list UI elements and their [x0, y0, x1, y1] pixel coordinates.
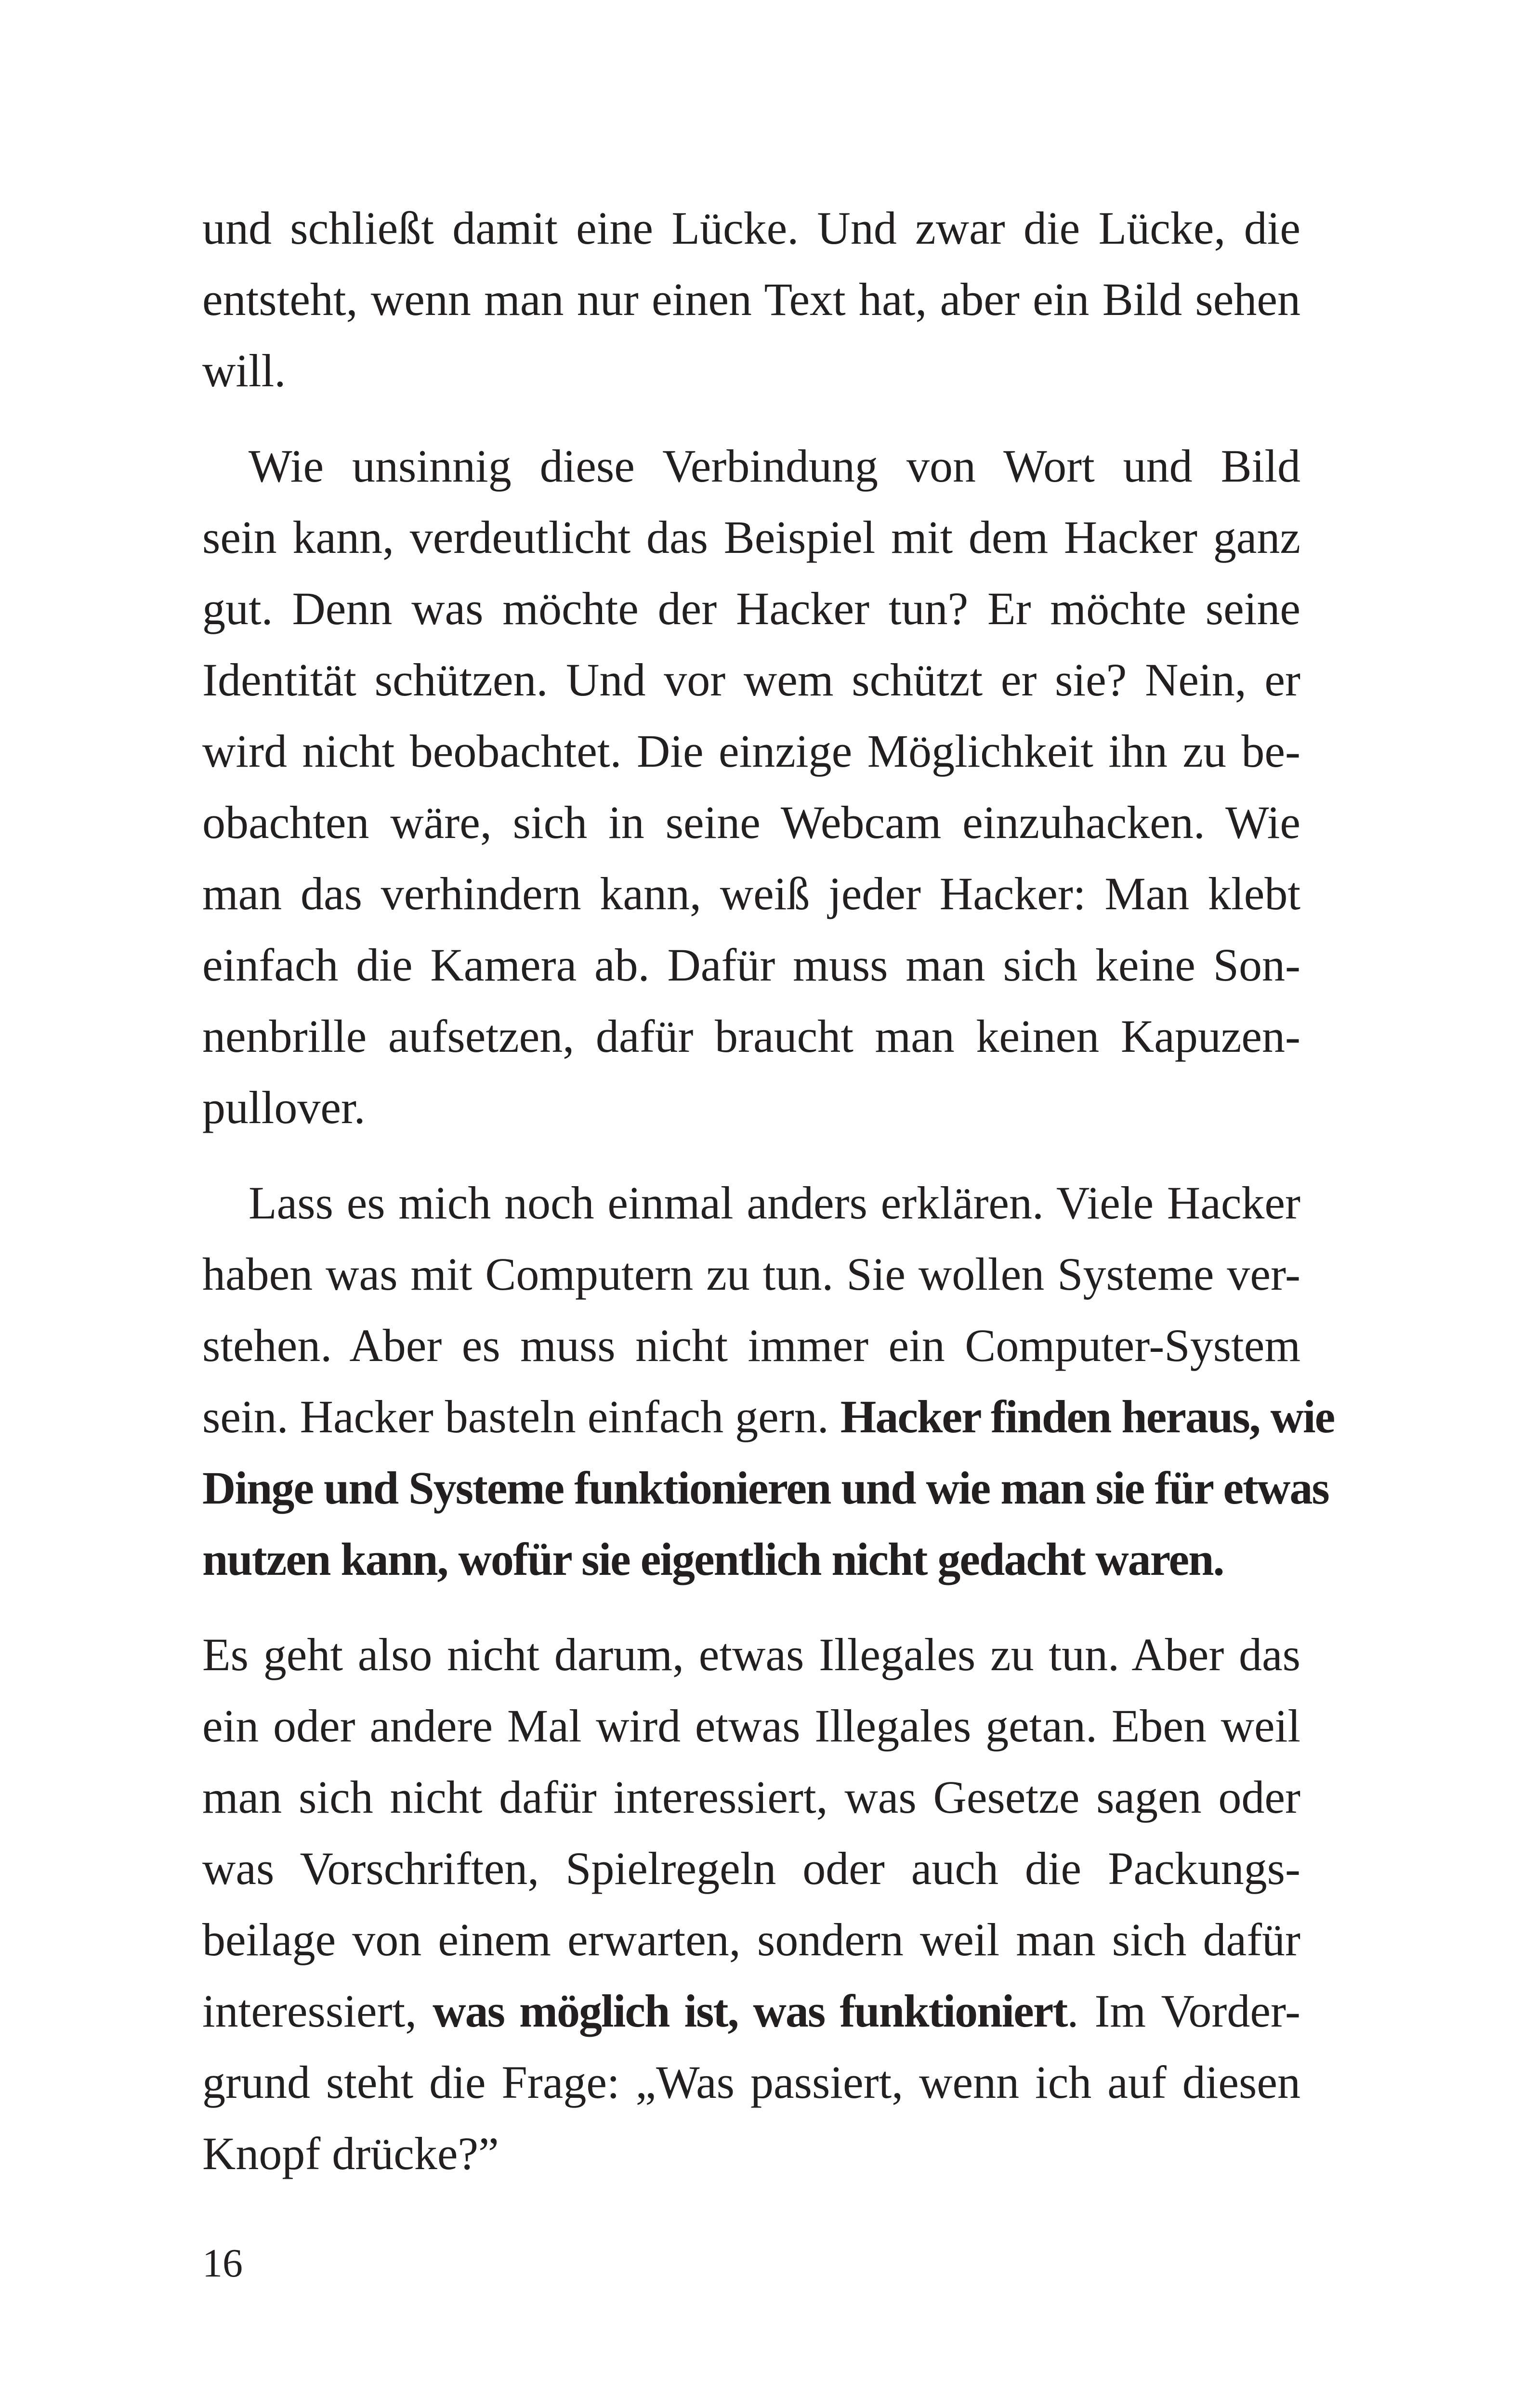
- text-line: [202, 573, 1300, 644]
- text-run: man sich nicht dafür interessiert, was Gesetze sagen oder: [202, 1771, 1300, 1823]
- text-run: Wie unsinnig diese Verbindung von Wort und Bild: [249, 440, 1300, 492]
- text-line: [202, 1904, 1300, 1976]
- text-run: . Im Vorder-: [1067, 1985, 1300, 2037]
- text-line: [202, 716, 1300, 787]
- text-line: [202, 2118, 1300, 2189]
- bold-text: Dinge und Systeme funktionieren und wie man sie für etwas: [202, 1462, 1329, 1514]
- text-run: man das verhindern kann, weiß jeder Hacker: Man klebt: [202, 868, 1300, 919]
- paragraph-1: [202, 193, 1300, 406]
- text-line: [202, 264, 1300, 335]
- text-run: gut. Denn was möchte der Hacker tun? Er möchte seine: [202, 583, 1300, 634]
- text-line: [202, 502, 1300, 573]
- page-number: 16: [202, 2241, 243, 2286]
- text-line: [202, 929, 1300, 1001]
- text-line: [202, 1381, 1335, 1453]
- text-run: was Vorschriften, Spielregeln oder auch die Packungs-: [202, 1843, 1300, 1894]
- text-line: [202, 1167, 1300, 1239]
- text-line: [202, 1976, 1300, 2047]
- text-run: einfach die Kamera ab. Dafür muss man sich keine Son-: [202, 939, 1300, 991]
- text-line: [202, 644, 1300, 716]
- text-run: Identität schützen. Und vor wem schützt er sie? Nein, er: [202, 654, 1300, 706]
- text-line: [202, 1001, 1300, 1072]
- text-run: grund steht die Frage: „Was passiert, wenn ich auf diesen: [202, 2056, 1300, 2108]
- text-line: [202, 787, 1300, 858]
- text-line: [202, 431, 1300, 502]
- text-run: pullover.: [202, 1082, 366, 1133]
- text-line: [202, 1239, 1300, 1310]
- bold-text: Hacker finden heraus, wie: [840, 1391, 1335, 1442]
- paragraph-2: [202, 431, 1300, 1143]
- text-run: entsteht, wenn man nur einen Text hat, aber ein Bild sehen: [202, 274, 1300, 325]
- text-run: obachten wäre, sich in seine Webcam einzuhacken. Wie: [202, 797, 1300, 848]
- text-line: [202, 1690, 1300, 1762]
- paragraph-4: [202, 1619, 1300, 2189]
- text-run: sein. Hacker basteln einfach gern.: [202, 1391, 840, 1442]
- text-line: [202, 1524, 1300, 1595]
- text-line: [202, 1619, 1300, 1690]
- text-run: sein kann, verdeutlicht das Beispiel mit dem Hacker ganz: [202, 511, 1300, 563]
- text-line: [202, 1453, 1329, 1524]
- text-run: Lass es mich noch einmal anders erklären. Viele Hacker: [249, 1177, 1300, 1229]
- text-run: wird nicht beobachtet. Die einzige Möglichkeit ihn zu be-: [202, 725, 1300, 777]
- text-line: [202, 1310, 1300, 1381]
- text-run: ein oder andere Mal wird etwas Illegales getan. Eben weil: [202, 1700, 1300, 1752]
- text-run: Knopf drücke?”: [202, 2128, 499, 2179]
- text-run: haben was mit Computern zu tun. Sie wollen Systeme ver-: [202, 1248, 1300, 1300]
- text-line: [202, 193, 1300, 264]
- paragraph-3: [202, 1167, 1335, 1595]
- text-run: will.: [202, 345, 286, 396]
- text-line: [202, 1762, 1300, 1833]
- text-line: [202, 1072, 1300, 1143]
- text-run: stehen. Aber es muss nicht immer ein Computer-System: [202, 1320, 1300, 1371]
- bold-text: was möglich ist, was funktioniert: [433, 1985, 1067, 2037]
- text-run: Es geht also nicht darum, etwas Illegales zu tun. Aber das: [202, 1629, 1300, 1680]
- text-line: [202, 335, 1300, 406]
- text-run: nenbrille aufsetzen, dafür braucht man keinen Kapuzen-: [202, 1010, 1300, 1062]
- body-text: [202, 193, 1335, 2189]
- text-run: beilage von einem erwarten, sondern weil man sich dafür: [202, 1914, 1300, 1965]
- text-run: interessiert,: [202, 1985, 433, 2037]
- bold-text: nutzen kann, wofür sie eigentlich nicht gedacht waren.: [202, 1533, 1224, 1585]
- text-run: und schließt damit eine Lücke. Und zwar die Lücke, die: [202, 202, 1300, 254]
- text-line: [202, 1833, 1300, 1904]
- text-line: [202, 2047, 1300, 2118]
- text-line: [202, 858, 1300, 929]
